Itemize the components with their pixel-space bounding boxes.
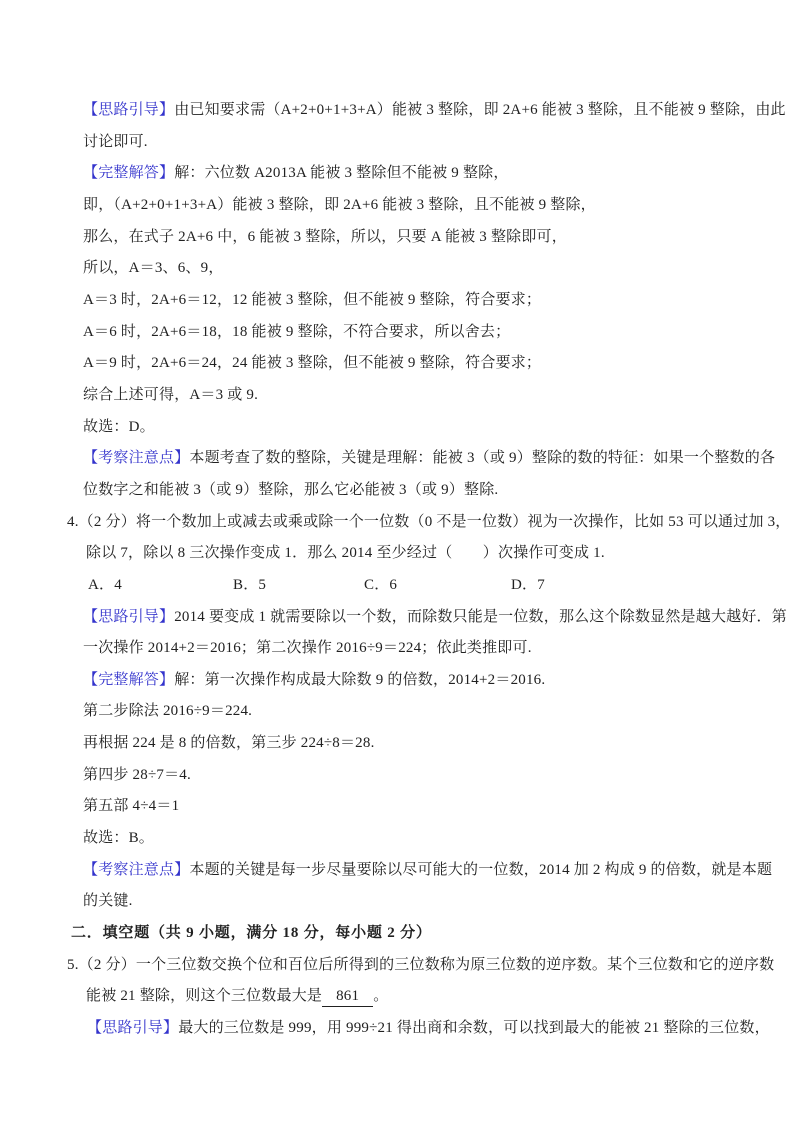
answer-blank: 861	[322, 987, 373, 1007]
solution-body-line: 第四步 28÷7＝4.	[83, 766, 191, 783]
solution-text: 由已知要求需（A+2+0+1+3+A）能被 3 整除，即 2A+6 能被 3 整除，且不能被 9 整除，由此	[174, 102, 786, 118]
solution-label: 【思路引导】	[83, 608, 175, 625]
solution-line	[83, 602, 787, 634]
solution-line	[83, 443, 776, 475]
solution-body-line: 故选：B。	[83, 830, 155, 847]
solution-body-line: 故选：D。	[83, 418, 155, 435]
solution-text: 解：第一次操作构成最大除数 9 的倍数，2014+2＝2016.	[174, 671, 546, 688]
option-d: D．7	[511, 576, 545, 593]
solution-label: 【完整解答】	[83, 671, 175, 688]
question-line	[67, 507, 791, 539]
solution-body-line: 位数字之和能被 3（或 9）整除，那么它必能被 3（或 9）整除.	[83, 481, 499, 498]
solution-text: 最大的三位数是 999，用 999÷21 得出商和余数，可以找到最大的能被 21 整除的三位数，	[178, 1020, 770, 1037]
solution-line	[83, 665, 793, 697]
option-a: A．4	[88, 576, 122, 593]
solution-label: 【考察注意点】	[83, 450, 190, 467]
question-number: 4.	[67, 513, 79, 530]
question-line	[67, 950, 775, 982]
section-header: 二．填空题（共 9 小题，满分 18 分，每小题 2 分）	[71, 925, 432, 942]
solution-text: 本题考查了数的整除，关键是理解：能被 3（或 9）整除的数的特征：如果一个整数的各	[189, 450, 776, 467]
question-number: 5.	[67, 956, 79, 973]
solution-text: 本题的关键是每一步尽量要除以尽可能大的一位数，2014 加 2 构成 9 的倍数，就是本题	[189, 861, 773, 878]
solution-body-line: A＝9 时，2A+6＝24，24 能被 3 整除，但不能被 9 整除，符合要求；	[83, 355, 542, 372]
solution-body-line: 那么，在式子 2A+6 中，6 能被 3 整除，所以，只要 A 能被 3 整除即可，	[83, 228, 567, 245]
options-row	[88, 570, 793, 602]
solution-body-line: A＝6 时，2A+6＝18，18 能被 9 整除，不符合要求，所以舍去；	[83, 323, 511, 340]
solution-body-line: 除以 7，除以 8 三次操作变成 1．那么 2014 至少经过（ ）次操作可变成 1.	[86, 545, 605, 562]
solution-line	[83, 855, 773, 887]
question-text: （2 分）一个三位数交换个位和百位后所得到的三位数称为原三位数的逆序数。某个三位数和它的逆序数	[78, 956, 775, 973]
answer-pre-text: 能被 21 整除，则这个三位数最大是	[86, 988, 323, 1005]
solution-line	[87, 1013, 770, 1045]
solution-text: 2014 要变成 1 就需要除以一个数，而除数只能是一位数，那么这个除数显然是越大越好．第	[174, 608, 787, 625]
solution-body-line: 第五部 4÷4＝1	[83, 798, 180, 815]
question-text: （2 分）将一个数加上或减去或乘或除一个一位数（0 不是一位数）视为一次操作，比如 53 可以通过加 3，	[78, 513, 791, 530]
answer-line	[86, 981, 793, 1013]
solution-body-line: 第二步除法 2016÷9＝224.	[83, 703, 253, 720]
solution-body-line: 讨论即可.	[83, 133, 148, 150]
solution-body-line: 所以，A＝3、6、9，	[83, 260, 224, 277]
solution-body-line: A＝3 时，2A+6＝12，12 能被 3 整除，但不能被 9 整除，符合要求；	[83, 291, 542, 308]
solution-body-line: 一次操作 2014+2＝2016；第二次操作 2016÷9＝224；依此类推即可.	[83, 640, 532, 657]
solution-text: 解：六位数 A2013A 能被 3 整除但不能被 9 整除，	[174, 165, 509, 182]
solution-body-line: 即，（A+2+0+1+3+A）能被 3 整除，即 2A+6 能被 3 整除，且不能被 9 整除，	[83, 196, 596, 213]
solution-label: 【思路引导】	[87, 1020, 179, 1037]
solution-line	[83, 95, 786, 127]
option-b: B．5	[233, 576, 267, 593]
solution-label: 【考察注意点】	[83, 861, 190, 878]
document-content	[0, 95, 793, 1045]
solution-line	[83, 158, 793, 190]
option-c: C．6	[364, 576, 398, 593]
solution-label: 【完整解答】	[83, 165, 175, 182]
solution-body-line: 综合上述可得，A＝3 或 9.	[83, 386, 259, 403]
solution-body-line: 再根据 224 是 8 的倍数，第三步 224÷8＝28.	[83, 735, 375, 752]
solution-label: 【思路引导】	[83, 102, 175, 118]
solution-body-line: 的关键.	[83, 893, 133, 910]
answer-post-text: 。	[373, 988, 389, 1005]
